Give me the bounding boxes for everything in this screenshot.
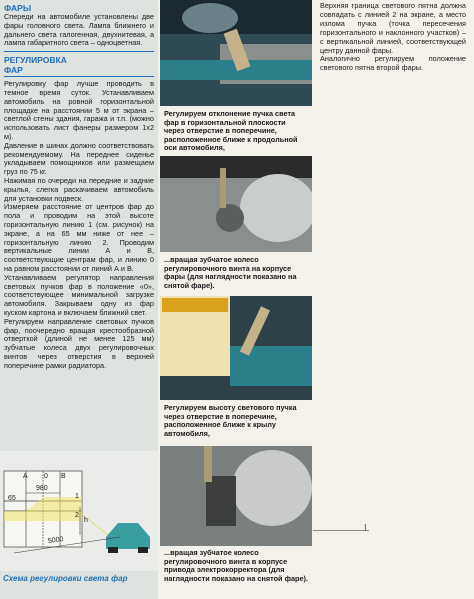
diagram-label-2: 2 [75,512,79,519]
diagram-drawing [0,451,158,571]
adjustment-paragraph: Регулируем направление световых пучков фар, поочередно вращая крестообразной отверткой (длиной не менее 125 мм) зубчатые колеса двух регулировочных винтов через отверстия в верхней поперечине рамки радиатора. [4,316,154,370]
photo-engine-bay-left [160,0,312,106]
photo-headlight-screw [160,156,312,252]
section-divider [4,76,154,77]
right-paragraph: Аналогично регулируем положение светового пятна второй фары. [320,54,466,73]
middle-column [160,0,312,599]
diagram-label-b: B [61,473,66,480]
right-paragraph: Верхняя граница светового пятна должна совпадать с линией 2 на экране, а место излома пучка (точка пересечения горизонтального и наклонного участков) – с вертикальной линией, соответствующей центру данной фары. [320,1,466,55]
caption-vertical-screw: ...вращая зубчатое колесо регулировочного винта в корпусе привода электрокорректора (для наглядности показано на снятой фаре). [164,548,308,583]
section-divider [4,51,154,52]
diagram-label-980: 980 [36,485,48,492]
diagram-caption: Схема регулировки света фар [3,574,128,583]
photo-electro-corrector [160,446,312,546]
diagram-label-a: A [23,473,28,480]
headlights-intro: Спереди на автомобиле установлены две фары головного света. Лампа ближнего и дальнего света галогенная, двухнитевая, а лампа габаритного света – одноцветная. [4,12,154,48]
diagram-label-h: h [84,517,88,524]
caption-vertical-adjust: Регулируем высоту светового пучка через отверстие в поперечине, расположенное ближе к крылу автомобиля, [164,403,297,438]
diagram-label-5000: 5000 [47,535,64,546]
adjustment-paragraph: Измеряем расстояние от центров фар до пола и проводим на этой высоте горизонтальную линию 1 (см. рисунок) на экране, а на 65 мм ниже от нее – горизонтальную линию 2. Проводим вертикальные линии А и В, соответствующие центрам фар, и линию 0 на равном расстоянии от линий А и В. [4,202,154,273]
diagram-label-65: 65 [8,495,16,502]
adjustment-paragraph: Нажимая по очереди на передние и задние крылья, слегка раскачиваем автомобиль для установки подвеск. [4,175,154,203]
caption-horizontal-screw: ...вращая зубчатое колесо регулировочного винта на корпусе фары (для наглядности показано на снятой фаре). [164,255,297,290]
text-cursor-icon: I [364,523,367,534]
right-column [316,0,470,73]
adjustment-paragraph: Давление в шинах должно соответствовать рекомендуемому. На переднее сиденье укладываем помощников или размещаем груз по 75 кг. [4,140,154,177]
headlights-title: ФАРЫ [4,3,32,13]
diagram-label-0: 0 [44,473,48,480]
caption-horizontal-adjust: Регулируем отклонение пучка света фар в горизонтальной плоскости через отверстие в поперечине, расположенное ближе к продольной оси автомобиля, [164,109,298,153]
photo-engine-bay-right [160,296,312,400]
text-cursor-line [313,530,369,531]
adjustment-paragraph: Устанавливаем регулятор направления световых пучков фар в положение «0», соответствующее минимальной загрузке автомобиля. Закрываем одну из фар куском картона и включаем ближний свет. [4,272,154,317]
adjustment-title: РЕГУЛИРОВКА ФАР [4,55,67,76]
headlight-adjustment-diagram [0,451,158,571]
adjustment-paragraph: Регулировку фар лучше проводить в темное время суток. Устанавливаем автомобиль на ровной горизонтальной площадке на расстоянии 5 м от экрана – светлой стены здания, гаража и т.п. (можно использовать лист фанеры размером 1х2 м). [4,79,154,141]
diagram-label-1: 1 [75,493,79,500]
